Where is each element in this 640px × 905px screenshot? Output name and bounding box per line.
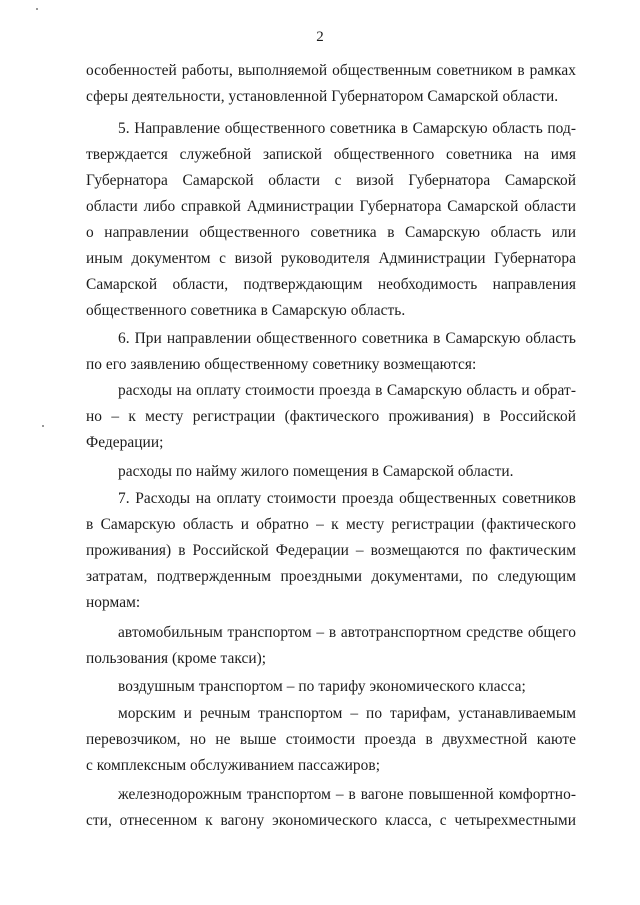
text-line: сти, отнесенном к вагону экономического класса, с четырехместными xyxy=(86,812,576,829)
text-line: нормам: xyxy=(86,594,141,611)
paragraph-housing-expenses xyxy=(86,459,576,485)
text-line: расходы на оплату стоимости проезда в Самарскую область и обрат- xyxy=(118,382,576,399)
paragraph-item-7 xyxy=(86,486,576,616)
text-line: Федерации; xyxy=(86,434,164,451)
text-line: автомобильным транспортом – в автотранспортном средстве общего xyxy=(118,624,576,641)
text-line: перевозчиком, но не выше стоимости проезда в двухместной каюте xyxy=(86,731,576,748)
paragraph-water-transport xyxy=(86,701,576,779)
text-line: особенностей работы, выполняемой общественным советником в рамках xyxy=(86,62,576,79)
page-number: 2 xyxy=(316,29,324,45)
text-line: пользования (кроме такси); xyxy=(86,650,267,667)
text-line: по его заявлению общественному советнику возмещаются: xyxy=(86,356,477,373)
scan-speck xyxy=(42,425,44,427)
text-line: иным документом с визой руководителя Администрации Губернатора xyxy=(86,250,576,267)
text-line: но – к месту регистрации (фактического проживания) в Российской xyxy=(86,408,576,425)
text-line: Самарской области, подтверждающим необходимость направления xyxy=(86,276,576,293)
text-line: воздушным транспортом – по тарифу экономического класса; xyxy=(118,678,526,695)
paragraph-rail-transport xyxy=(86,782,576,834)
text-line: с комплексным обслуживанием пассажиров; xyxy=(86,757,381,774)
text-line: Губернатора Самарской области с визой Губернатора Самарской xyxy=(86,172,576,189)
text-line: расходы по найму жилого помещения в Самарской области. xyxy=(118,463,514,480)
paragraph-road-transport xyxy=(86,620,576,672)
text-line: 7. Расходы на оплату стоимости проезда общественных советников xyxy=(118,490,576,507)
text-line: общественного советника в Самарскую область. xyxy=(86,302,406,319)
paragraph-air-transport xyxy=(86,674,576,700)
text-line: 6. При направлении общественного советника в Самарскую область xyxy=(118,330,576,347)
text-line: сферы деятельности, установленной Губернатором Самарской области. xyxy=(86,88,559,105)
text-line: железнодорожным транспортом – в вагоне повышенной комфортно- xyxy=(118,786,576,803)
text-line: морским и речным транспортом – по тарифам, устанавливаемым xyxy=(118,705,576,722)
paragraph-continuation xyxy=(86,58,576,110)
text-line: 5. Направление общественного советника в Самарскую область под- xyxy=(118,120,576,137)
scan-speck xyxy=(36,8,38,10)
text-line: проживания) в Российской Федерации – возмещаются по фактическим xyxy=(86,542,576,559)
paragraph-item-5 xyxy=(86,116,576,324)
text-line: области либо справкой Администрации Губернатора Самарской области xyxy=(86,198,576,215)
text-line: в Самарскую область и обратно – к месту регистрации (фактического xyxy=(86,516,576,533)
paragraph-item-6 xyxy=(86,326,576,378)
text-line: тверждается служебной запиской общественного советника на имя xyxy=(86,146,576,163)
text-line: затратам, подтвержденным проездными документами, по следующим xyxy=(86,568,576,585)
text-line: о направлении общественного советника в Самарскую область или xyxy=(86,224,576,241)
paragraph-travel-expenses xyxy=(86,378,576,456)
